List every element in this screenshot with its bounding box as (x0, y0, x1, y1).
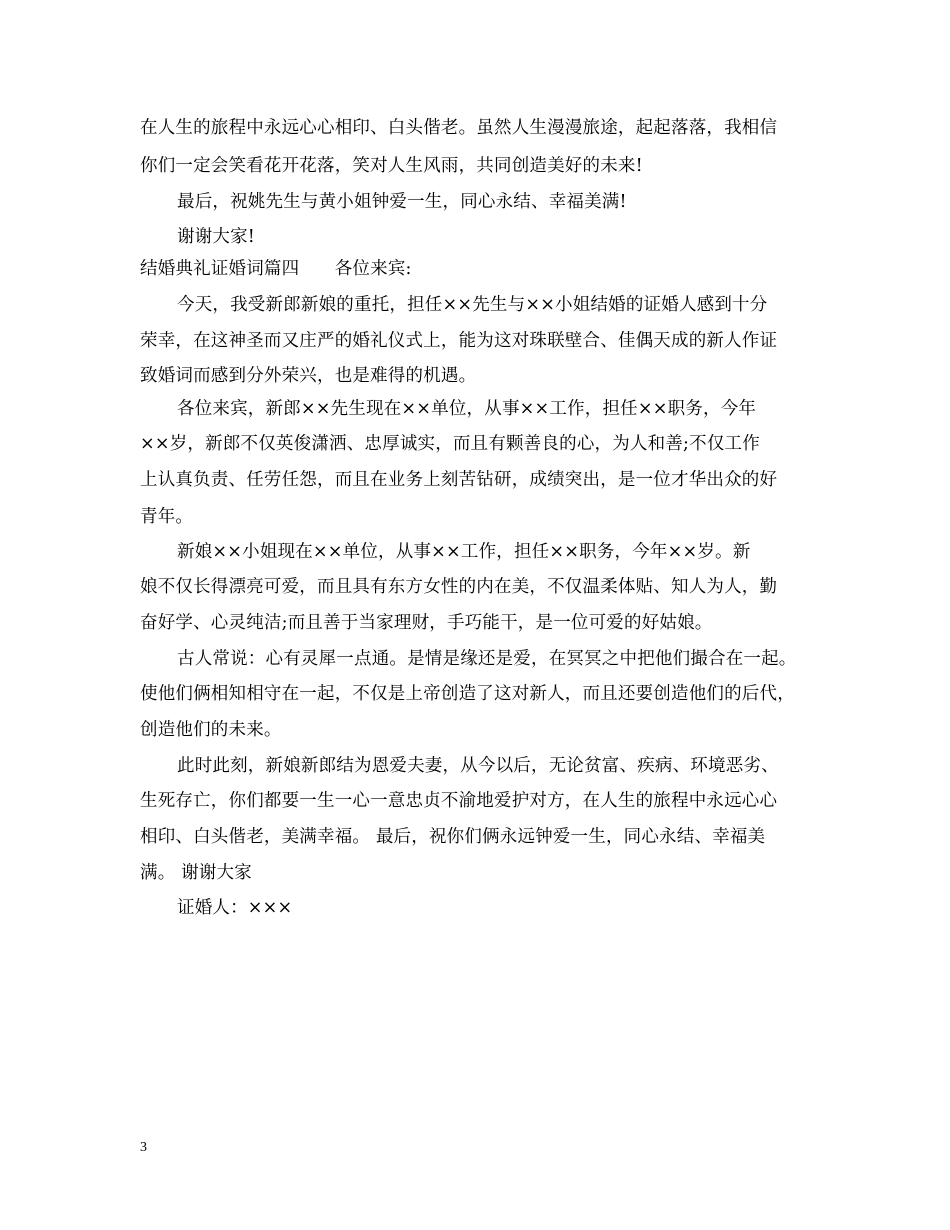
page-number: 3 (140, 1140, 147, 1155)
text-line: 奋好学、心灵纯洁;而且善于当家理财，手巧能干，是一位可爱的好姑娘。 (140, 613, 713, 633)
text-line: 此时此刻，新娘新郎结为恩爱夫妻，从今以后，无论贫富、疾病、环境恶劣、 (177, 756, 779, 776)
text-line: 娘不仅长得漂亮可爱，而且具有东方女性的内在美，不仅温柔体贴、知人为人，勤 (140, 577, 778, 597)
text-line: 上认真负责、任劳任怨，而且在业务上刻苦钻研，成绩突出，是一位才华出众的好 (140, 470, 778, 490)
text-line: 创造他们的未来。 (140, 720, 282, 740)
text-line: 最后，祝姚先生与黄小姐钟爱一生，同心永结、幸福美满! (177, 192, 627, 212)
text-line: 生死存亡，你们都要一生一心一意忠贞不渝地爱护对方，在人生的旅程中永远心心 (140, 791, 778, 811)
text-line: ××岁，新郎不仅英俊潇洒、忠厚诚实，而且有颗善良的心，为人和善;不仅工作 (140, 434, 760, 454)
text-line: 使他们俩相知相守在一起，不仅是上帝创造了这对新人，而且还要创造他们的后代， (140, 684, 795, 704)
text-line: 致婚词而感到分外荣兴，也是难得的机遇。 (140, 366, 477, 386)
text-line: 古人常说：心有灵犀一点通。是情是缘还是爱，在冥冥之中把他们撮合在一起。 (177, 649, 797, 669)
signature-line: 证婚人：××× (177, 898, 293, 918)
text-line: 相印、白头偕老，美满幸福。 最后，祝你们俩永远钟爱一生，同心永结、幸福美 (140, 827, 766, 847)
text-line: 各位来宾，新郎××先生现在××单位，从事××工作，担任××职务，今年 (177, 399, 757, 419)
text-line: 满。 谢谢大家 (140, 863, 252, 883)
text-line: 今天，我受新郎新娘的重托，担任××先生与××小姐结婚的证婚人感到十分 (177, 295, 768, 315)
text-line: 青年。 (140, 507, 194, 527)
text-line: 新娘××小姐现在××单位，从事××工作，担任××职务，今年××岁。新 (177, 542, 751, 562)
section-heading: 结婚典礼证婚词篇四 各位来宾: (140, 259, 412, 279)
text-line: 荣幸，在这神圣而又庄严的婚礼仪式上，能为这对珠联壁合、佳偶天成的新人作证 (140, 331, 778, 351)
text-line: 你们一定会笑看花开花落，笑对人生风雨，共同创造美好的未来! (140, 156, 643, 176)
text-line: 在人生的旅程中永远心心相印、白头偕老。虽然人生漫漫旅途，起起落落，我相信 (140, 118, 778, 138)
text-line: 谢谢大家! (177, 227, 256, 247)
